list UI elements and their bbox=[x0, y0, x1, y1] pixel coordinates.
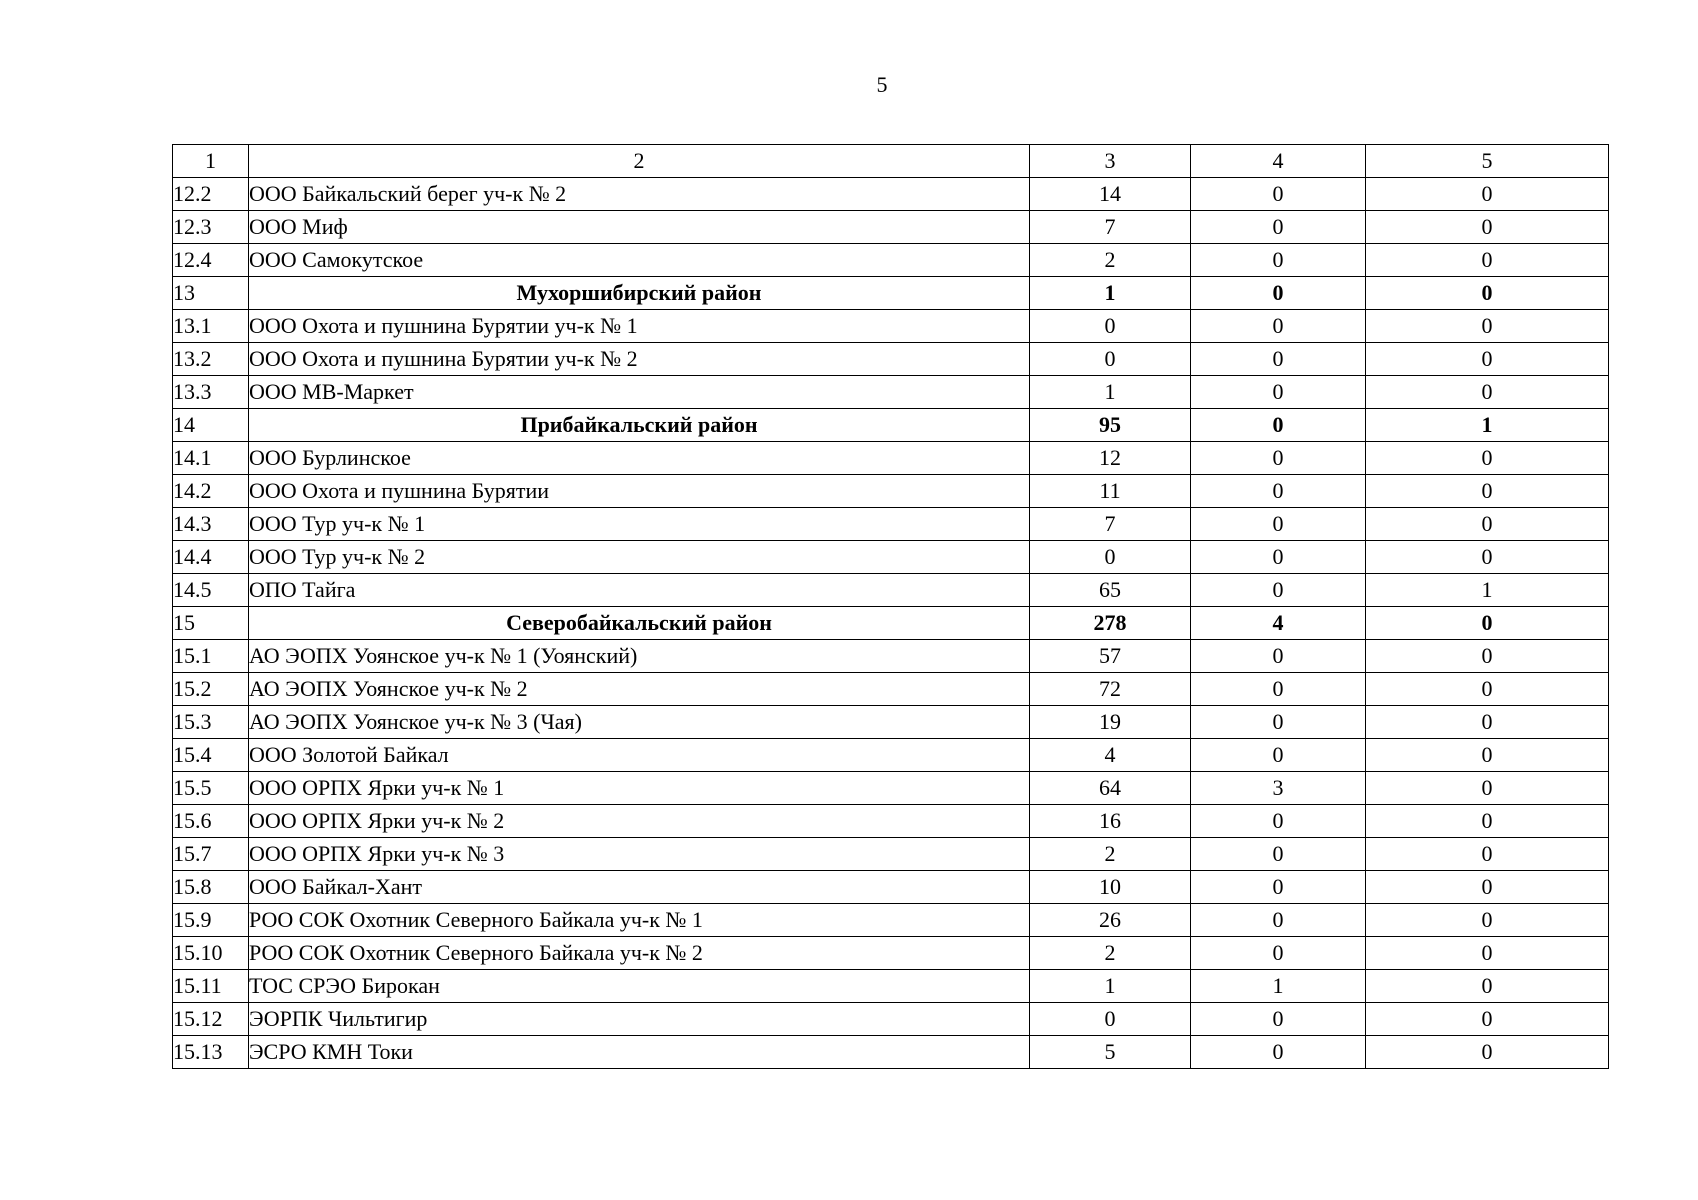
value-col4-cell: 0 bbox=[1191, 409, 1366, 442]
value-col5-cell: 0 bbox=[1366, 772, 1609, 805]
district-name-cell: Мухоршибирский район bbox=[249, 277, 1030, 310]
row-number-cell: 14.4 bbox=[173, 541, 249, 574]
header-cell: 1 bbox=[173, 145, 249, 178]
value-col4-cell: 3 bbox=[1191, 772, 1366, 805]
value-col4-cell: 4 bbox=[1191, 607, 1366, 640]
organization-name-cell: ООО Тур уч-к № 1 bbox=[249, 508, 1030, 541]
table-row bbox=[173, 178, 1609, 211]
organization-name-cell: ООО Байкал-Хант bbox=[249, 871, 1030, 904]
district-row bbox=[173, 277, 1609, 310]
value-col3-cell: 2 bbox=[1030, 838, 1191, 871]
value-col3-cell: 57 bbox=[1030, 640, 1191, 673]
value-col4-cell: 0 bbox=[1191, 574, 1366, 607]
row-number-cell: 15.4 bbox=[173, 739, 249, 772]
organization-name-cell: ООО Тур уч-к № 2 bbox=[249, 541, 1030, 574]
row-number-cell: 15.7 bbox=[173, 838, 249, 871]
row-number-cell: 12.2 bbox=[173, 178, 249, 211]
value-col4-cell: 0 bbox=[1191, 211, 1366, 244]
header-cell: 5 bbox=[1366, 145, 1609, 178]
value-col4-cell: 0 bbox=[1191, 244, 1366, 277]
value-col3-cell: 7 bbox=[1030, 508, 1191, 541]
value-col5-cell: 0 bbox=[1366, 277, 1609, 310]
value-col3-cell: 0 bbox=[1030, 310, 1191, 343]
table-row bbox=[173, 343, 1609, 376]
value-col5-cell: 0 bbox=[1366, 607, 1609, 640]
organization-name-cell: ООО ОРПХ Ярки уч-к № 2 bbox=[249, 805, 1030, 838]
table-row bbox=[173, 970, 1609, 1003]
table-row bbox=[173, 838, 1609, 871]
value-col5-cell: 0 bbox=[1366, 838, 1609, 871]
value-col3-cell: 10 bbox=[1030, 871, 1191, 904]
district-row bbox=[173, 409, 1609, 442]
table-row bbox=[173, 739, 1609, 772]
organization-name-cell: ТОС СРЭО Бирокан bbox=[249, 970, 1030, 1003]
table-row bbox=[173, 640, 1609, 673]
organization-name-cell: ООО Бурлинское bbox=[249, 442, 1030, 475]
value-col5-cell: 0 bbox=[1366, 244, 1609, 277]
organization-name-cell: ООО Самокутское bbox=[249, 244, 1030, 277]
value-col3-cell: 1 bbox=[1030, 376, 1191, 409]
table-row bbox=[173, 937, 1609, 970]
value-col3-cell: 19 bbox=[1030, 706, 1191, 739]
value-col5-cell: 0 bbox=[1366, 1003, 1609, 1036]
table-row bbox=[173, 541, 1609, 574]
organization-name-cell: ООО Миф bbox=[249, 211, 1030, 244]
row-number-cell: 15.10 bbox=[173, 937, 249, 970]
table-row bbox=[173, 673, 1609, 706]
value-col3-cell: 1 bbox=[1030, 970, 1191, 1003]
value-col3-cell: 11 bbox=[1030, 475, 1191, 508]
value-col5-cell: 0 bbox=[1366, 178, 1609, 211]
row-number-cell: 14.1 bbox=[173, 442, 249, 475]
value-col3-cell: 1 bbox=[1030, 277, 1191, 310]
value-col4-cell: 0 bbox=[1191, 376, 1366, 409]
organization-name-cell: ООО МВ-Маркет bbox=[249, 376, 1030, 409]
table-header-row bbox=[173, 145, 1609, 178]
value-col4-cell: 1 bbox=[1191, 970, 1366, 1003]
value-col3-cell: 64 bbox=[1030, 772, 1191, 805]
table-row bbox=[173, 475, 1609, 508]
row-number-cell: 15.6 bbox=[173, 805, 249, 838]
organization-name-cell: ООО Золотой Байкал bbox=[249, 739, 1030, 772]
table-row bbox=[173, 904, 1609, 937]
row-number-cell: 15.3 bbox=[173, 706, 249, 739]
value-col4-cell: 0 bbox=[1191, 1003, 1366, 1036]
value-col5-cell: 0 bbox=[1366, 541, 1609, 574]
value-col5-cell: 0 bbox=[1366, 640, 1609, 673]
value-col5-cell: 0 bbox=[1366, 937, 1609, 970]
value-col3-cell: 72 bbox=[1030, 673, 1191, 706]
table-row bbox=[173, 574, 1609, 607]
value-col4-cell: 0 bbox=[1191, 541, 1366, 574]
table-row bbox=[173, 1003, 1609, 1036]
organization-name-cell: ООО Байкальский берег уч-к № 2 bbox=[249, 178, 1030, 211]
value-col4-cell: 0 bbox=[1191, 343, 1366, 376]
value-col5-cell: 0 bbox=[1366, 739, 1609, 772]
value-col5-cell: 0 bbox=[1366, 343, 1609, 376]
value-col5-cell: 0 bbox=[1366, 706, 1609, 739]
value-col5-cell: 0 bbox=[1366, 970, 1609, 1003]
organization-name-cell: ООО Охота и пушнина Бурятии bbox=[249, 475, 1030, 508]
value-col4-cell: 0 bbox=[1191, 508, 1366, 541]
header-cell: 4 bbox=[1191, 145, 1366, 178]
value-col5-cell: 0 bbox=[1366, 211, 1609, 244]
row-number-cell: 13 bbox=[173, 277, 249, 310]
value-col3-cell: 2 bbox=[1030, 244, 1191, 277]
row-number-cell: 15.12 bbox=[173, 1003, 249, 1036]
value-col4-cell: 0 bbox=[1191, 838, 1366, 871]
value-col3-cell: 0 bbox=[1030, 1003, 1191, 1036]
organization-name-cell: ООО Охота и пушнина Бурятии уч-к № 2 bbox=[249, 343, 1030, 376]
value-col4-cell: 0 bbox=[1191, 277, 1366, 310]
organization-name-cell: ООО Охота и пушнина Бурятии уч-к № 1 bbox=[249, 310, 1030, 343]
value-col5-cell: 0 bbox=[1366, 442, 1609, 475]
row-number-cell: 12.4 bbox=[173, 244, 249, 277]
value-col3-cell: 278 bbox=[1030, 607, 1191, 640]
value-col3-cell: 0 bbox=[1030, 343, 1191, 376]
value-col5-cell: 1 bbox=[1366, 409, 1609, 442]
value-col4-cell: 0 bbox=[1191, 442, 1366, 475]
table-row bbox=[173, 211, 1609, 244]
value-col5-cell: 0 bbox=[1366, 673, 1609, 706]
value-col5-cell: 0 bbox=[1366, 904, 1609, 937]
row-number-cell: 14 bbox=[173, 409, 249, 442]
value-col3-cell: 65 bbox=[1030, 574, 1191, 607]
organization-name-cell: АО ЭОПХ Уоянское уч-к № 1 (Уоянский) bbox=[249, 640, 1030, 673]
district-row bbox=[173, 607, 1609, 640]
organization-name-cell: ЭОРПК Чильтигир bbox=[249, 1003, 1030, 1036]
row-number-cell: 15.8 bbox=[173, 871, 249, 904]
value-col3-cell: 2 bbox=[1030, 937, 1191, 970]
row-number-cell: 14.5 bbox=[173, 574, 249, 607]
value-col5-cell: 1 bbox=[1366, 574, 1609, 607]
data-table bbox=[172, 144, 1609, 1069]
value-col3-cell: 16 bbox=[1030, 805, 1191, 838]
row-number-cell: 12.3 bbox=[173, 211, 249, 244]
table-row bbox=[173, 442, 1609, 475]
value-col4-cell: 0 bbox=[1191, 739, 1366, 772]
value-col5-cell: 0 bbox=[1366, 1036, 1609, 1069]
value-col4-cell: 0 bbox=[1191, 178, 1366, 211]
value-col3-cell: 95 bbox=[1030, 409, 1191, 442]
page-number: 5 bbox=[876, 72, 888, 97]
organization-name-cell: АО ЭОПХ Уоянское уч-к № 2 bbox=[249, 673, 1030, 706]
header-cell: 3 bbox=[1030, 145, 1191, 178]
value-col5-cell: 0 bbox=[1366, 805, 1609, 838]
value-col4-cell: 0 bbox=[1191, 904, 1366, 937]
organization-name-cell: ООО ОРПХ Ярки уч-к № 1 bbox=[249, 772, 1030, 805]
value-col3-cell: 0 bbox=[1030, 541, 1191, 574]
row-number-cell: 13.1 bbox=[173, 310, 249, 343]
value-col4-cell: 0 bbox=[1191, 673, 1366, 706]
header-cell: 2 bbox=[249, 145, 1030, 178]
table-row bbox=[173, 310, 1609, 343]
value-col4-cell: 0 bbox=[1191, 640, 1366, 673]
row-number-cell: 15 bbox=[173, 607, 249, 640]
value-col4-cell: 0 bbox=[1191, 805, 1366, 838]
row-number-cell: 13.2 bbox=[173, 343, 249, 376]
value-col5-cell: 0 bbox=[1366, 871, 1609, 904]
organization-name-cell: АО ЭОПХ Уоянское уч-к № 3 (Чая) bbox=[249, 706, 1030, 739]
value-col4-cell: 0 bbox=[1191, 1036, 1366, 1069]
table-row bbox=[173, 805, 1609, 838]
value-col5-cell: 0 bbox=[1366, 376, 1609, 409]
row-number-cell: 15.11 bbox=[173, 970, 249, 1003]
row-number-cell: 14.3 bbox=[173, 508, 249, 541]
value-col4-cell: 0 bbox=[1191, 871, 1366, 904]
table-row bbox=[173, 376, 1609, 409]
district-name-cell: Северобайкальский район bbox=[249, 607, 1030, 640]
table-row bbox=[173, 871, 1609, 904]
value-col5-cell: 0 bbox=[1366, 475, 1609, 508]
value-col3-cell: 14 bbox=[1030, 178, 1191, 211]
value-col5-cell: 0 bbox=[1366, 508, 1609, 541]
table-row bbox=[173, 772, 1609, 805]
organization-name-cell: ОПО Тайга bbox=[249, 574, 1030, 607]
value-col3-cell: 5 bbox=[1030, 1036, 1191, 1069]
table-row bbox=[173, 508, 1609, 541]
value-col3-cell: 26 bbox=[1030, 904, 1191, 937]
value-col5-cell: 0 bbox=[1366, 310, 1609, 343]
value-col4-cell: 0 bbox=[1191, 706, 1366, 739]
table-row bbox=[173, 706, 1609, 739]
organization-name-cell: ООО ОРПХ Ярки уч-к № 3 bbox=[249, 838, 1030, 871]
value-col3-cell: 7 bbox=[1030, 211, 1191, 244]
value-col3-cell: 4 bbox=[1030, 739, 1191, 772]
row-number-cell: 15.5 bbox=[173, 772, 249, 805]
value-col4-cell: 0 bbox=[1191, 310, 1366, 343]
organization-name-cell: ЭСРО КМН Токи bbox=[249, 1036, 1030, 1069]
row-number-cell: 13.3 bbox=[173, 376, 249, 409]
row-number-cell: 15.9 bbox=[173, 904, 249, 937]
table-row bbox=[173, 1036, 1609, 1069]
organization-name-cell: РОО СОК Охотник Северного Байкала уч-к № 2 bbox=[249, 937, 1030, 970]
organization-name-cell: РОО СОК Охотник Северного Байкала уч-к № 1 bbox=[249, 904, 1030, 937]
row-number-cell: 14.2 bbox=[173, 475, 249, 508]
row-number-cell: 15.2 bbox=[173, 673, 249, 706]
row-number-cell: 15.1 bbox=[173, 640, 249, 673]
row-number-cell: 15.13 bbox=[173, 1036, 249, 1069]
table-row bbox=[173, 244, 1609, 277]
value-col4-cell: 0 bbox=[1191, 937, 1366, 970]
district-name-cell: Прибайкальский район bbox=[249, 409, 1030, 442]
value-col3-cell: 12 bbox=[1030, 442, 1191, 475]
value-col4-cell: 0 bbox=[1191, 475, 1366, 508]
